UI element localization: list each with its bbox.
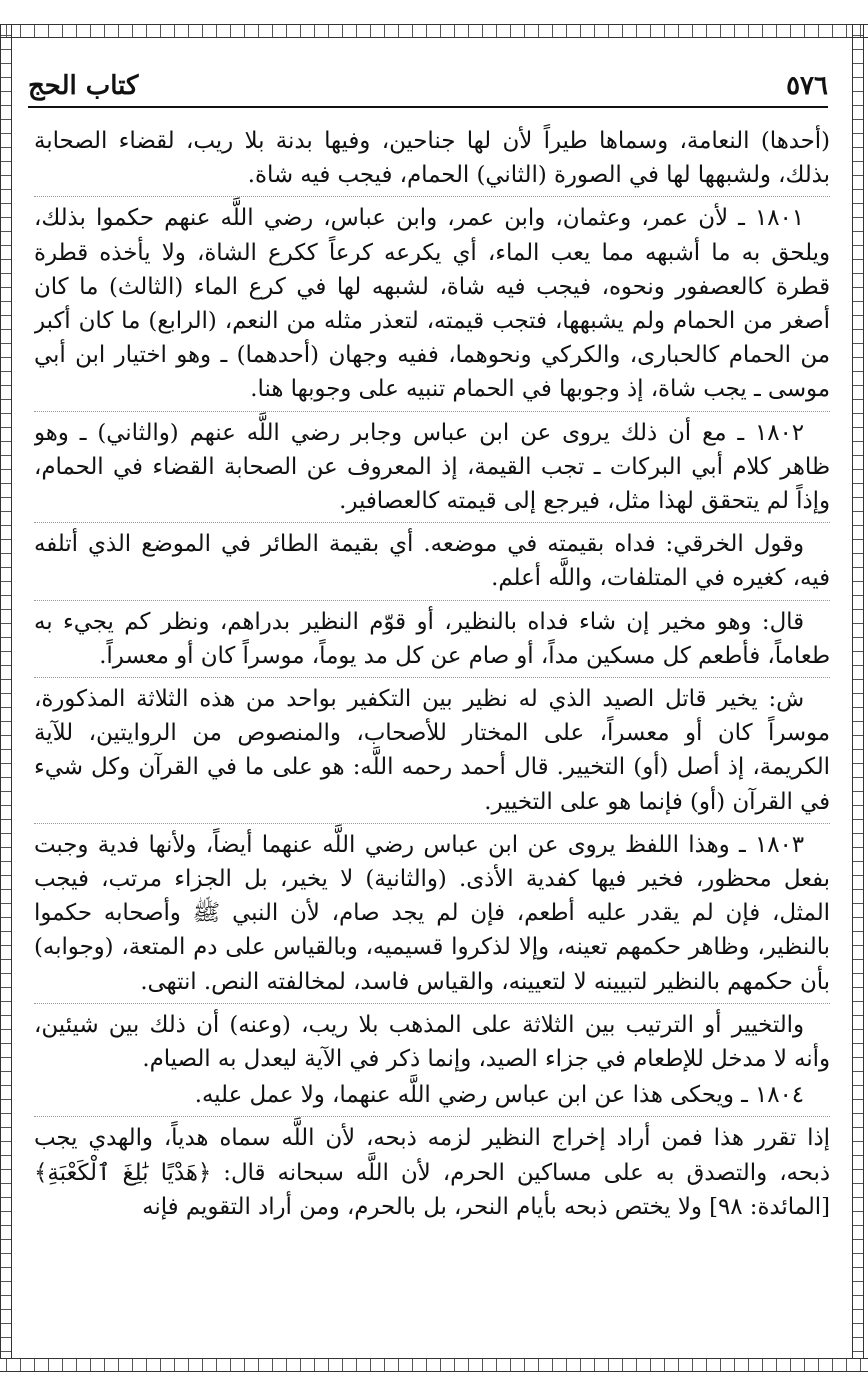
book-title: كتاب الحج [28, 71, 139, 101]
page-content [34, 122, 830, 1350]
page-border-bottom [0, 1358, 868, 1372]
page-border-right [852, 24, 864, 1372]
paragraph: ١٨٠٢ ـ مع أن ذلك يروى عن ابن عباس وجابر رضي اللَّه عنهم (والثاني) ـ وهو ظاهر كلام أبي البركات ـ تجب القيمة، إذ المعروف عن الصحابة القضاء في الحمام، وإذاً لم يتحقق لهذا مثل، فيرجع إلى قيمته كالعصافير. [34, 411, 830, 519]
paragraph: والتخيير أو الترتيب بين الثلاثة على المذهب بلا ريب، (وعنه) أن ذلك بين شيئين، وأنه لا مدخل للإطعام في جزاء الصيد، وإنما ذكر في الآية ليعدل به الصيام. [34, 1003, 830, 1076]
page-header [28, 66, 828, 108]
paragraph: ش: يخير قاتل الصيد الذي له نظير بين التكفير بواحد من هذه الثلاثة المذكورة، موسراً كان أو معسراً، على المختار للأصحاب، والمنصوص من الروايتين، للآية الكريمة، إذ أصل (أو) التخيير. قال أحمد رحمه اللَّه: هو على ما في القرآن وكل شيء في القرآن (أو) فإنما هو على التخيير. [34, 677, 830, 819]
paragraph: إذا تقرر هذا فمن أراد إخراج النظير لزمه ذبحه، لأن اللَّه سماه هدياً، والهدي يجب ذبحه، والتصدق به على مساكين الحرم، لأن اللَّه سبحانه قال: ﴿هَدْيًا بَٰلِغَ ٱلْكَعْبَةِ﴾ [المائدة: ٩٨] ولا يختص ذبحه بأيام النحر، بل بالحرم، ومن أراد التقويم فإنه [34, 1116, 830, 1224]
paragraph: ١٨٠٤ ـ ويحكى هذا عن ابن عباس رضي اللَّه عنهما، ولا عمل عليه. [194, 1082, 804, 1109]
paragraph: ١٨٠٣ ـ وهذا اللفظ يروى عن ابن عباس رضي اللَّه عنهما أيضاً، ولأنها فدية وجبت بفعل محظور، فخير فيها كفدية الأذى. (والثانية) لا يخير، بل الجزاء مرتب، فيجب المثل، فإن لم يقدر عليه أطعم، فإن لم يجد صام، لأن النبي ﷺ وأصحابه حكموا بالنظير، وظاهر حكمهم تعينه، وإلا لذكروا قسيميه، وبالقياس على دم المتعة، (وجوابه) بأن حكمهم بالنظير لتبيينه لا لتعيينه، والقياس فاسد، لمخالفته النص. انتهى. [34, 823, 830, 999]
page-border-left [0, 24, 12, 1372]
paragraph: وقول الخرقي: فداه بقيمته في موضعه. أي بقيمة الطائر في الموضع الذي أتلفه فيه، كغيره في المتلفات، واللَّه أعلم. [34, 522, 830, 595]
page-border-top [0, 24, 868, 38]
paragraph: (أحدها) النعامة، وسماها طيراً لأن لها جناحين، وفيها بدنة بلا ريب، لقضاء الصحابة بذلك، ولشبهها لها في الصورة (الثاني) الحمام، فيجب فيه شاة. [34, 128, 830, 189]
page-number: ٥٧٦ [786, 71, 828, 101]
paragraph: قال: وهو مخير إن شاء فداه بالنظير، أو قوّم النظير بدراهم، ونظر كم يجيء به طعاماً، فأطعم كل مسكين مداً، أو صام عن كل مد يوماً، موسراً كان أو معسراً. [34, 600, 830, 673]
paragraph: ١٨٠١ ـ لأن عمر، وعثمان، وابن عمر، وابن عباس، رضي اللَّه عنهم حكموا بذلك، ويلحق به ما أشبهه مما يعب الماء، أي يكرعه كرعاً ككرع الشاة، ولا يأخذه قطرة قطرة كالعصفور ونحوه، فيجب فيه شاة، لشبهه لها في كرع الماء (الثالث) ما كان أصغر من الحمام ولم يشبهها، فتجب قيمته، لتعذر مثله من النعم، (الرابع) ما كان أكبر من الحمام كالحبارى، والكركي ونحوهما، ففيه وجهان (أحدهما) ـ وهو اختيار ابن أبي موسى ـ يجب شاة، إذ وجوبها في الحمام تنبيه على وجوبها هنا. [34, 196, 830, 406]
